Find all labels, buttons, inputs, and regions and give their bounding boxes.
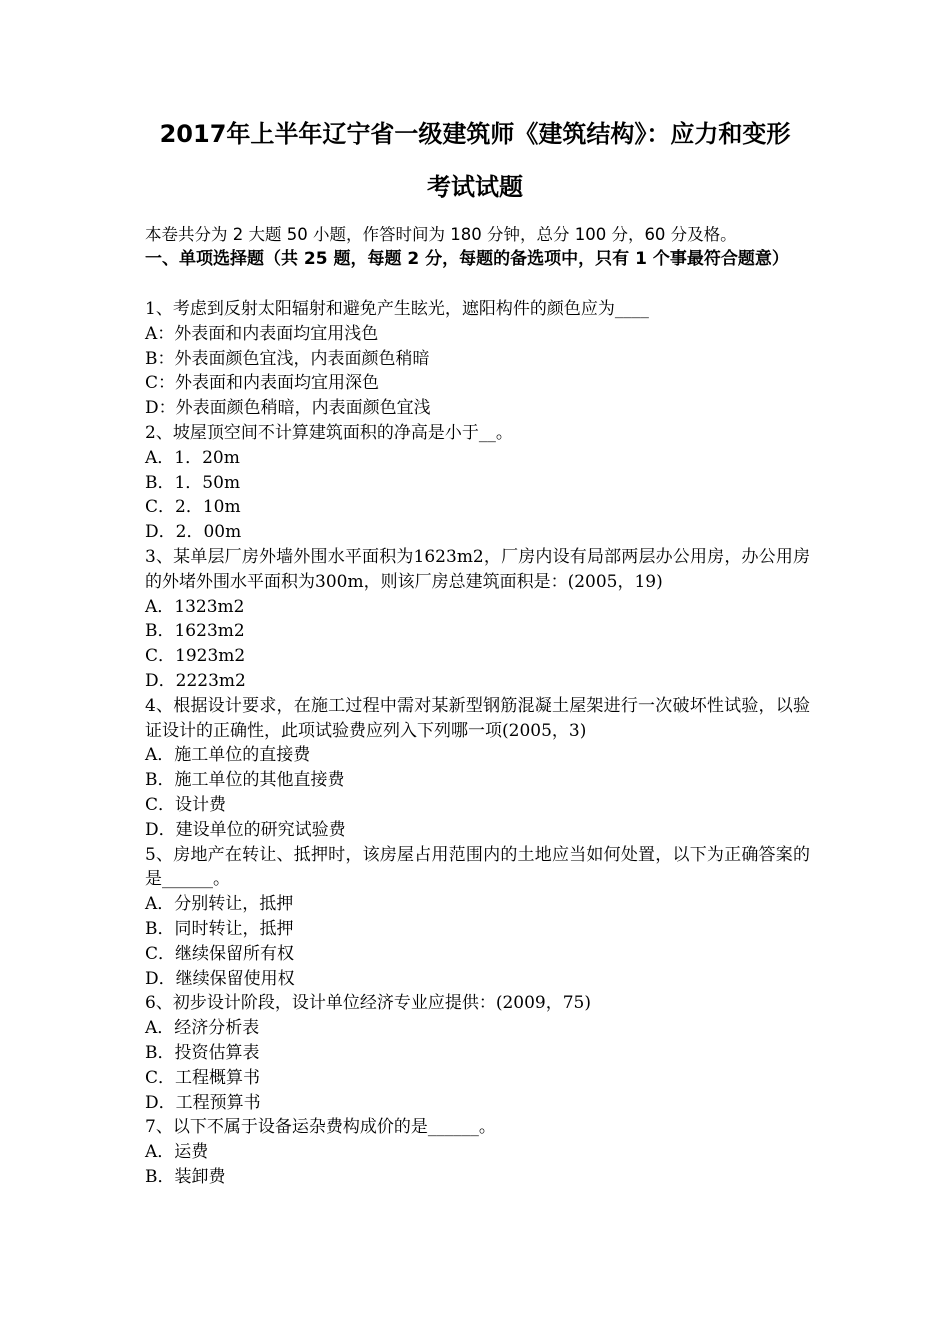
answer-option: B．1623m2 <box>145 621 245 642</box>
answer-option: B．1．50m <box>145 472 241 493</box>
question-stem: 2、坡屋顶空间不计算建筑面积的净高是小于__。 <box>145 422 513 443</box>
answer-option: B．装卸费 <box>145 1166 226 1187</box>
question-2 <box>145 421 810 545</box>
answer-option: C．工程概算书 <box>145 1067 261 1088</box>
question-stem: 5、房地产在转让、抵押时，该房屋占用范围内的土地应当如何处置，以下为正确答案的是______。 <box>145 844 810 890</box>
answer-option: B．投资估算表 <box>145 1042 260 1063</box>
answer-option: B．同时转让，抵押 <box>145 918 294 939</box>
question-list <box>145 297 810 1190</box>
document-title-line-2: 考试试题 <box>427 173 523 201</box>
question-1 <box>145 297 810 421</box>
answer-option: A．运费 <box>145 1142 209 1163</box>
answer-option: D．2223m2 <box>145 670 246 691</box>
answer-option: C．1923m2 <box>145 646 246 667</box>
answer-option: A．施工单位的直接费 <box>145 745 311 766</box>
answer-option: A．分别转让，抵押 <box>145 894 294 915</box>
document-title-line-1: 2017年上半年辽宁省一级建筑师《建筑结构》：应力和变形 <box>159 120 791 148</box>
answer-option: C．设计费 <box>145 794 227 815</box>
question-stem: 4、根据设计要求，在施工过程中需对某新型钢筋混凝土屋架进行一次破坏性试验，以验证设计的正确性，此项试验费应列入下列哪一项(2005，3) <box>145 695 810 741</box>
answer-option: D．2．00m <box>145 522 242 543</box>
answer-option: D．工程预算书 <box>145 1092 261 1113</box>
section-heading: 一、单项选择题（共 25 题，每题 2 分，每题的备选项中，只有 1 个事最符合题意） <box>145 249 789 269</box>
exam-intro: 本卷共分为 2 大题 50 小题，作答时间为 180 分钟，总分 100 分，60 分及格。 <box>145 225 737 244</box>
answer-option: C．继续保留所有权 <box>145 943 295 964</box>
question-stem: 6、初步设计阶段，设计单位经济专业应提供：(2009，75) <box>145 993 591 1014</box>
answer-option: D．继续保留使用权 <box>145 968 295 989</box>
question-stem: 7、以下不属于设备运杂费构成价的是______。 <box>145 1117 496 1138</box>
answer-option: A．1．20m <box>145 447 240 468</box>
answer-option: B．施工单位的其他直接费 <box>145 770 345 791</box>
question-stem: 3、某单层厂房外墙外围水平面积为1623m2，厂房内设有局部两层办公用房，办公用房的外堵外围水平面积为300m，则该厂房总建筑面积是：(2005，19) <box>145 546 810 592</box>
answer-option: C．2．10m <box>145 497 241 518</box>
answer-option: B：外表面颜色宜浅，内表面颜色稍暗 <box>145 348 430 369</box>
answer-option: A．经济分析表 <box>145 1018 260 1039</box>
answer-option: A：外表面和内表面均宜用浅色 <box>145 323 379 344</box>
question-5 <box>145 843 810 992</box>
question-6 <box>145 991 810 1115</box>
question-7 <box>145 1115 810 1189</box>
answer-option: D：外表面颜色稍暗，内表面颜色宜浅 <box>145 398 431 419</box>
question-4 <box>145 694 810 843</box>
question-3 <box>145 545 810 694</box>
answer-option: C：外表面和内表面均宜用深色 <box>145 373 380 394</box>
question-stem: 1、考虑到反射太阳辐射和避免产生眩光，遮阳构件的颜色应为____ <box>145 299 649 319</box>
answer-option: A．1323m2 <box>145 596 245 617</box>
answer-option: D．建设单位的研究试验费 <box>145 819 346 840</box>
